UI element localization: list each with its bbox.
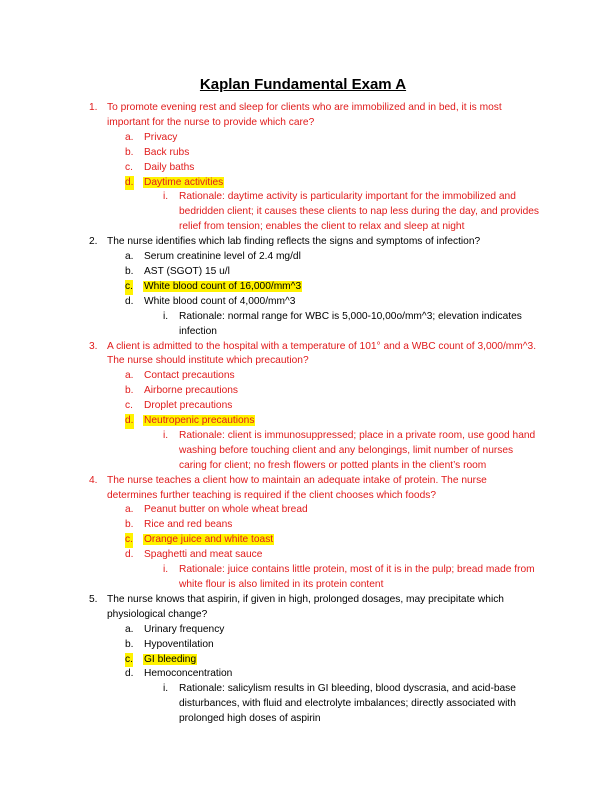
rationale-text: Rationale: salicylism results in GI bleeding, blood dyscrasia, and acid-base disturbances, with fluid and electrolyte imbalances; directly associated with prolonged high doses of aspirin xyxy=(179,683,516,725)
option-letter: d. xyxy=(125,295,134,307)
option-text: AST (SGOT) 15 u/l xyxy=(144,265,230,277)
option-letter: b. xyxy=(125,385,134,397)
option xyxy=(0,369,606,384)
option xyxy=(0,384,606,399)
option-text: Daytime activities xyxy=(144,176,224,188)
option xyxy=(0,638,606,653)
option-letter: d. xyxy=(125,176,134,191)
question-number: 5. xyxy=(89,593,98,605)
option-letter: d. xyxy=(125,668,134,680)
option xyxy=(0,399,606,414)
question-stem xyxy=(0,474,606,504)
option-text: Contact precautions xyxy=(144,370,235,382)
option-letter: a. xyxy=(125,370,134,382)
correct-option xyxy=(0,176,606,191)
option-text: Spaghetti and meat sauce xyxy=(144,549,263,561)
rationale-text: Rationale: normal range for WBC is 5,000-10,00o/mm^3; elevation indicates infection xyxy=(179,310,522,337)
option-letter: c. xyxy=(125,280,133,295)
option xyxy=(0,131,606,146)
option-letter: d. xyxy=(125,549,134,561)
option-letter: a. xyxy=(125,251,134,263)
question-stem xyxy=(0,101,606,131)
rationale-text: Rationale: daytime activity is particularity important for the immobilized and bedridden client; it causes these clients to nap less during the day, and provides relief from tension; enables the client to relax and sleep at night xyxy=(179,191,539,233)
option xyxy=(0,295,606,310)
option-text: Hemoconcentration xyxy=(144,668,233,680)
option-letter: c. xyxy=(125,653,133,668)
question-number: 1. xyxy=(89,102,98,113)
question-text: A client is admitted to the hospital with a temperature of 101° and a WBC count of 3,000/mm^3. The nurse should institute which precaution? xyxy=(107,340,537,367)
rationale-text: Rationale: client is immunosuppressed; place in a private room, use good hand washing before touching client and any belongings, limit number of nurses caring for client; no fresh flowers or potted plants in the client’s room xyxy=(179,429,536,471)
option-text: Droplet precautions xyxy=(144,400,233,412)
option-text: Rice and red beans xyxy=(144,519,233,531)
option-letter: a. xyxy=(125,504,134,516)
question-number: 4. xyxy=(89,474,98,486)
option-text: GI bleeding xyxy=(144,653,197,665)
question-3 xyxy=(0,340,606,474)
question-text: The nurse identifies which lab finding reflects the signs and symptoms of infection? xyxy=(107,236,481,248)
page-title: Kaplan Fundamental Exam A xyxy=(199,76,407,93)
option-text: White blood count of 16,000/mm^3 xyxy=(144,280,302,292)
rationale-text: Rationale: juice contains little protein, most of it is in the pulp; bread made from white flour is also limited in its protein content xyxy=(179,564,535,590)
question-number: 3. xyxy=(89,340,98,352)
question-5 xyxy=(0,593,606,727)
rationale-number: i. xyxy=(163,564,169,576)
option-text: White blood count of 4,000/mm^3 xyxy=(144,295,296,307)
question-list xyxy=(0,101,606,727)
rationale-number: i. xyxy=(163,191,169,203)
option xyxy=(0,265,606,280)
option xyxy=(0,667,606,682)
rationale xyxy=(0,429,606,474)
rationale xyxy=(0,563,606,593)
option-letter: c. xyxy=(125,161,133,173)
rationale-number: i. xyxy=(163,683,169,695)
option xyxy=(0,548,606,563)
question-4 xyxy=(0,474,606,593)
option-text: Orange juice and white toast xyxy=(144,534,274,546)
option-text: Privacy xyxy=(144,131,178,143)
option xyxy=(0,623,606,638)
question-text: To promote evening rest and sleep for clients who are immobilized and in bed, it is most important for the nurse to provide which care? xyxy=(107,102,502,128)
option-letter: b. xyxy=(125,265,134,277)
option-text: Daily baths xyxy=(144,161,195,173)
rationale-number: i. xyxy=(163,310,169,322)
question-1 xyxy=(0,101,606,235)
option-text: Neutropenic precautions xyxy=(144,415,255,427)
option-text: Back rubs xyxy=(144,146,190,158)
correct-option xyxy=(0,414,606,429)
correct-option xyxy=(0,653,606,668)
option-letter: c. xyxy=(125,533,133,548)
correct-option xyxy=(0,280,606,295)
option-text: Serum creatinine level of 2.4 mg/dl xyxy=(144,251,301,263)
rationale-number: i. xyxy=(163,429,169,441)
option-text: Urinary frequency xyxy=(144,623,225,635)
question-stem xyxy=(0,340,606,370)
option xyxy=(0,161,606,176)
option-text: Hypoventilation xyxy=(144,638,214,650)
correct-option xyxy=(0,533,606,548)
option xyxy=(0,518,606,533)
question-stem xyxy=(0,593,606,623)
rationale xyxy=(0,682,606,727)
rationale xyxy=(0,190,606,235)
question-stem xyxy=(0,235,606,250)
option xyxy=(0,146,606,161)
option-letter: c. xyxy=(125,400,133,412)
option-letter: a. xyxy=(125,623,134,635)
option-letter: a. xyxy=(125,131,134,143)
option-text: Peanut butter on whole wheat bread xyxy=(144,504,308,516)
option xyxy=(0,250,606,265)
option-letter: d. xyxy=(125,414,134,429)
option xyxy=(0,503,606,518)
question-number: 2. xyxy=(89,236,98,248)
question-text: The nurse knows that aspirin, if given in high, prolonged dosages, may precipitate which physiological change? xyxy=(107,593,504,620)
option-letter: b. xyxy=(125,638,134,650)
option-text: Airborne precautions xyxy=(144,385,239,397)
question-2 xyxy=(0,235,606,339)
option-letter: b. xyxy=(125,519,134,531)
rationale xyxy=(0,310,606,340)
option-letter: b. xyxy=(125,146,134,158)
question-text: The nurse teaches a client how to maintain an adequate intake of protein. The nurse determines further teaching is required if the client chooses which foods? xyxy=(107,474,487,501)
